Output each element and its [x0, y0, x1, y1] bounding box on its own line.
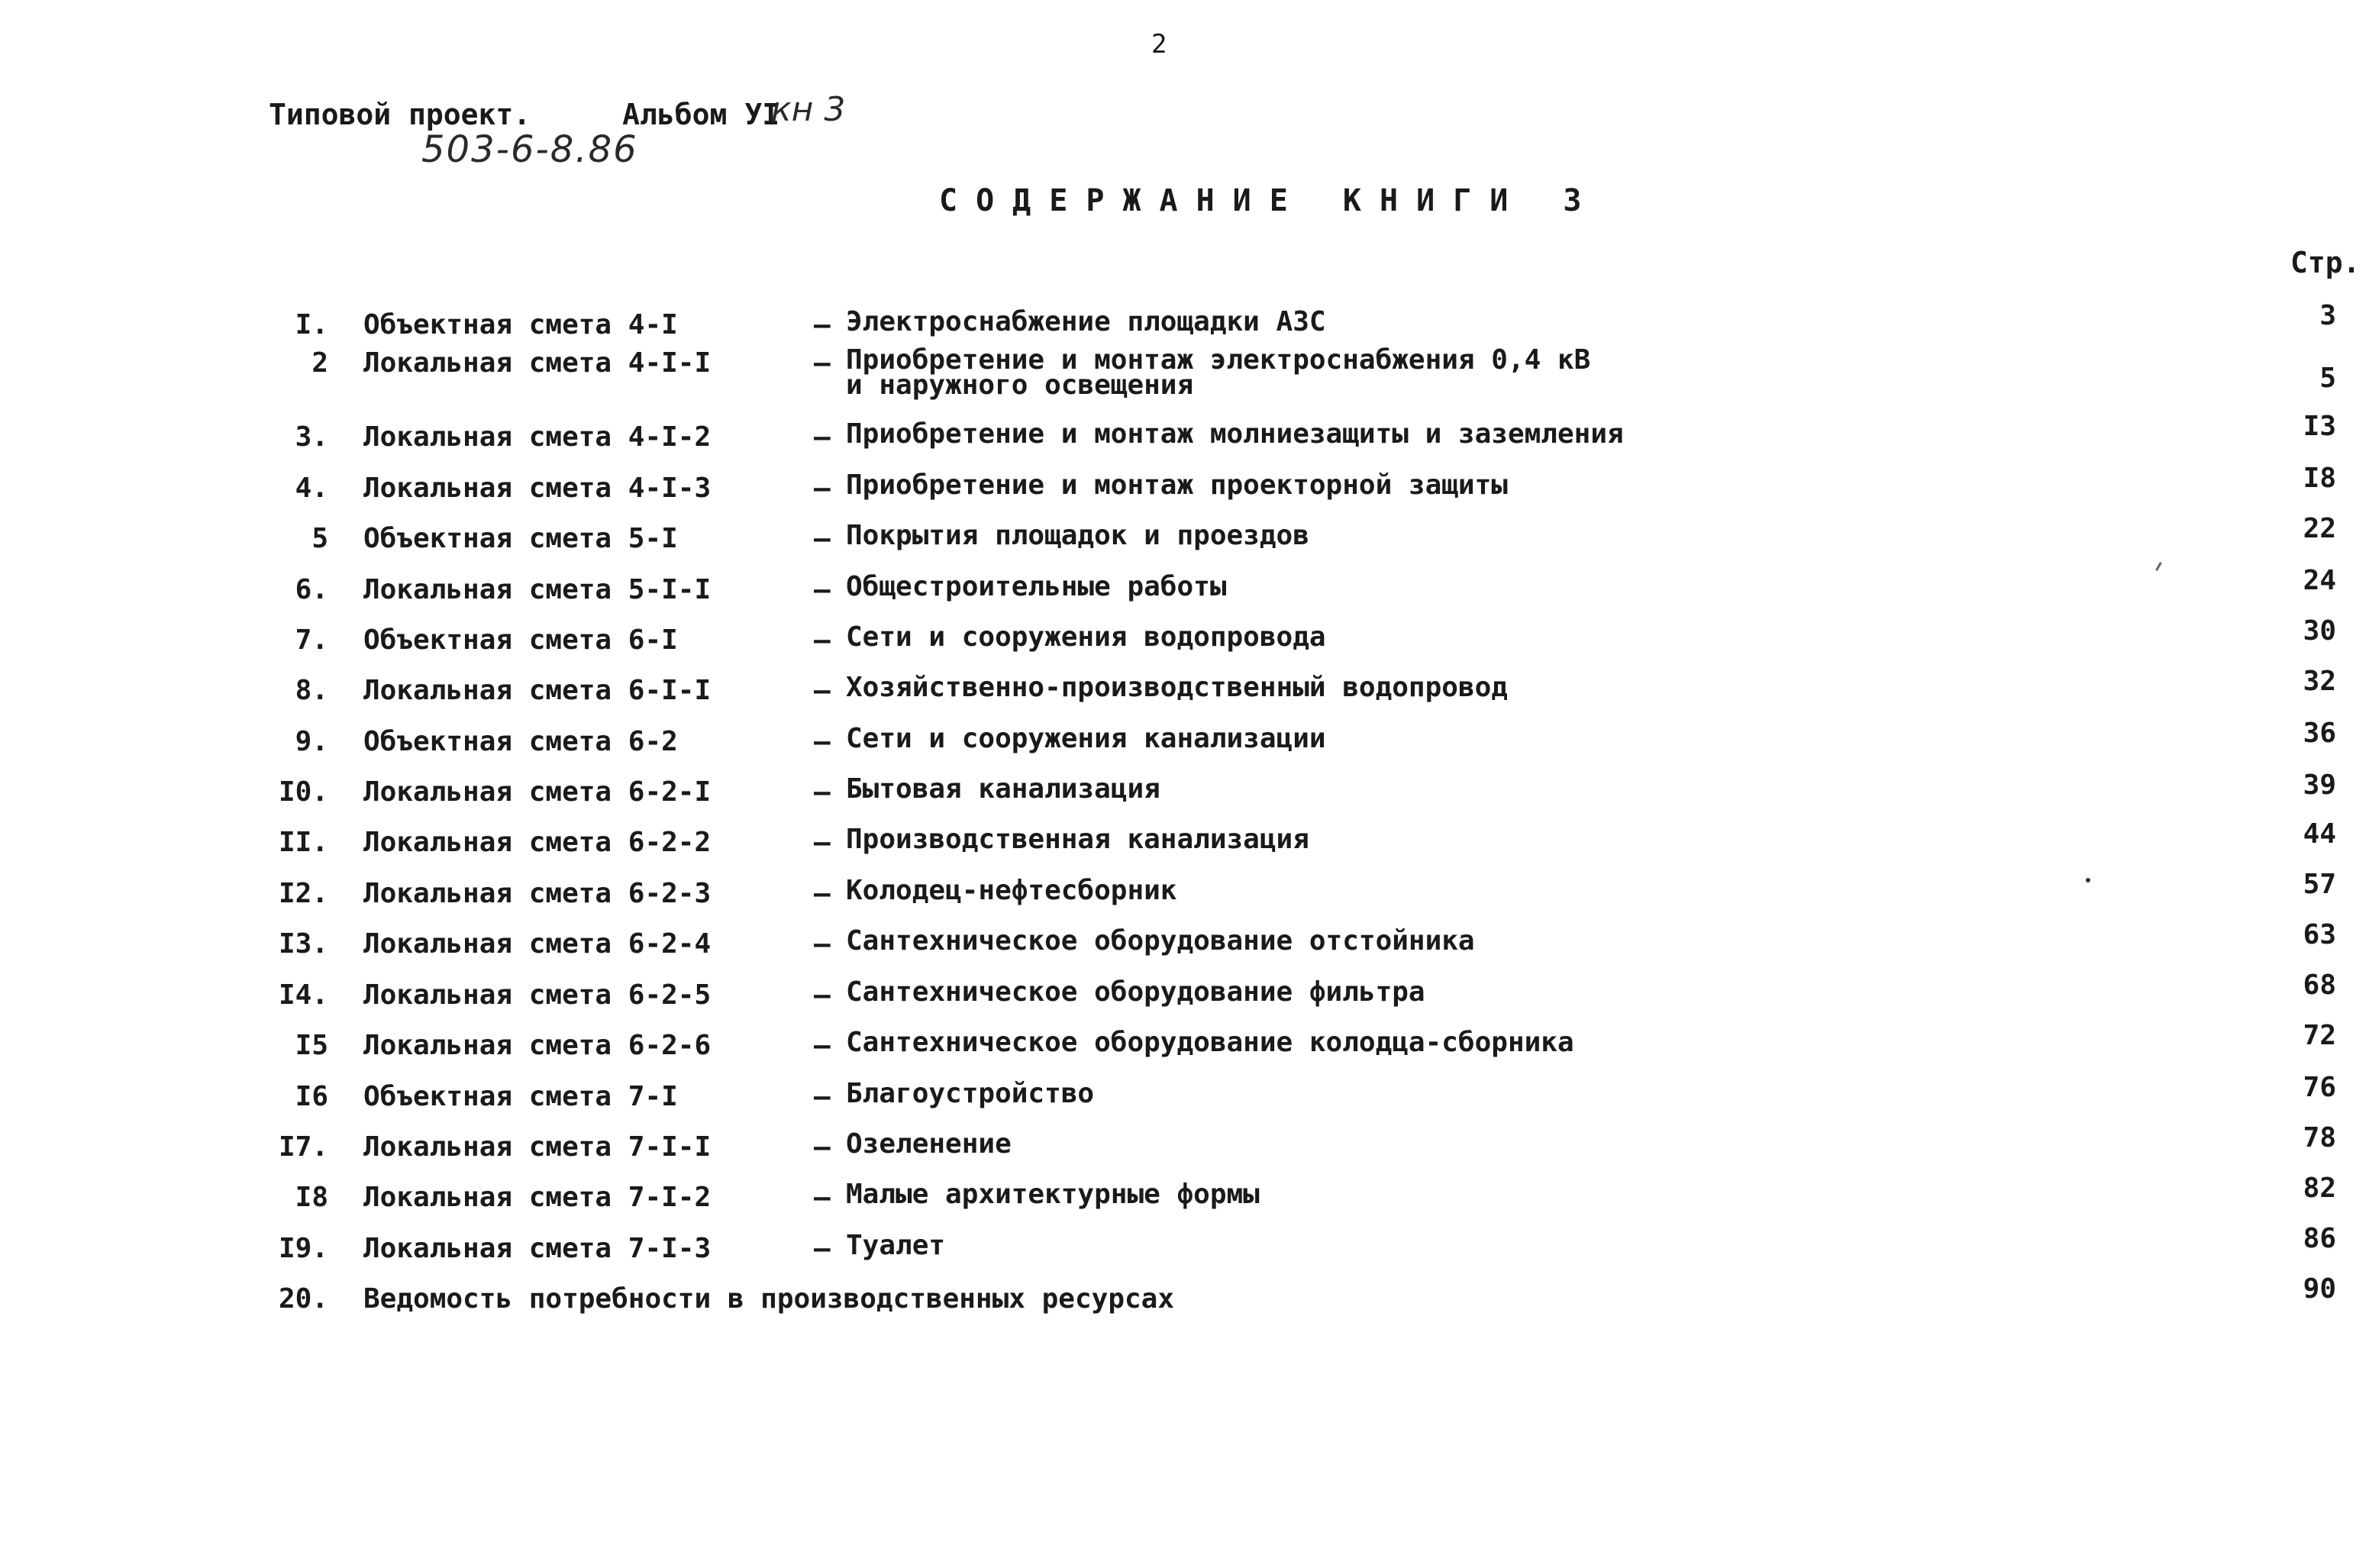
separator-dash: – [814, 309, 831, 340]
estimate-code: Локальная смета 6-2-6 [363, 1030, 712, 1061]
entry-title [846, 571, 1227, 602]
contents-title: СОДЕРЖАНИЕ КНИГИ 3 [939, 183, 1600, 218]
estimate-code: Локальная смета 6-2-3 [363, 878, 712, 909]
entry-title-line: Малые архитектурные формы [846, 1179, 1260, 1210]
entry-number: 4. [295, 473, 328, 504]
document-header [269, 98, 779, 131]
entry-title [846, 824, 1309, 855]
separator-dash: – [814, 473, 831, 504]
estimate-code: Локальная смета 6-2-I [363, 776, 712, 808]
entry-title-line: Сантехническое оборудование отстойника [846, 925, 1475, 957]
separator-dash: – [814, 1182, 831, 1213]
entry-page-number: 30 [2303, 615, 2336, 647]
entry-title [846, 875, 1177, 906]
estimate-code: Локальная смета 5-I-I [363, 574, 712, 605]
entry-number: I3. [278, 928, 328, 960]
entry-title [846, 723, 1326, 754]
entry-page-number: 72 [2303, 1020, 2336, 1051]
separator-dash: – [814, 827, 831, 858]
toc-entry [0, 621, 2369, 670]
entry-title [846, 773, 1160, 805]
scan-speck [2086, 878, 2090, 882]
toc-entry [0, 824, 2369, 873]
toc-entry [0, 672, 2369, 721]
toc-entry [0, 344, 2369, 401]
separator-dash: – [814, 675, 831, 706]
entry-number: I7. [278, 1131, 328, 1163]
entry-number: 7. [295, 624, 328, 656]
separator-dash: – [814, 347, 831, 379]
separator-dash: – [814, 1233, 831, 1264]
entry-number: 2 [311, 347, 328, 379]
toc-entry [0, 469, 2369, 518]
entry-number: 20. [278, 1283, 328, 1315]
separator-dash: – [814, 979, 831, 1011]
entry-title-line: Сети и сооружения канализации [846, 723, 1326, 754]
entry-title [846, 672, 1508, 703]
entry-number: 9. [295, 726, 328, 757]
estimate-code: Объектная смета 5-I [363, 523, 678, 554]
toc-entry [0, 925, 2369, 974]
entry-number: I2. [278, 878, 328, 909]
entry-page-number: 63 [2303, 919, 2336, 950]
entry-number: I6 [295, 1081, 328, 1112]
separator-dash: – [814, 421, 831, 453]
toc-entry [0, 1230, 2369, 1279]
entry-title [846, 306, 1326, 337]
estimate-code: Объектная смета 4-I [363, 309, 678, 340]
entry-title-line: Электроснабжение площадки АЗС [846, 306, 1326, 337]
entry-page-number: 39 [2303, 769, 2336, 801]
separator-dash: – [814, 776, 831, 808]
estimate-code: Объектная смета 7-I [363, 1081, 678, 1112]
separator-dash: – [814, 1081, 831, 1112]
entry-page-number: 78 [2303, 1122, 2336, 1153]
entry-page-number: 68 [2303, 970, 2336, 1001]
entry-title-line: Озеленение [846, 1128, 1012, 1160]
entry-number: I4. [278, 979, 328, 1011]
entry-page-number: 82 [2303, 1173, 2336, 1204]
separator-dash: – [814, 574, 831, 605]
project-label: Типовой проект. [269, 98, 531, 131]
entry-title [846, 1078, 1095, 1109]
estimate-code: Локальная смета 4-I-3 [363, 473, 712, 504]
entry-number: I0. [278, 776, 328, 808]
entry-number: I9. [278, 1233, 328, 1264]
estimate-code: Локальная смета 4-I-I [363, 347, 712, 379]
entry-title [846, 344, 1591, 401]
entry-title [846, 418, 1624, 450]
entry-page-number: 36 [2303, 718, 2336, 749]
entry-page-number: 5 [2319, 363, 2336, 394]
entry-title-line: Сантехническое оборудование колодца-сборника [846, 1027, 1574, 1058]
separator-dash: – [814, 726, 831, 757]
entry-page-number: 86 [2303, 1223, 2336, 1254]
page-number: 2 [1151, 29, 1167, 60]
toc-entry [0, 520, 2369, 569]
entry-title-line: и наружного освещения [846, 369, 1194, 401]
entry-page-number: 24 [2303, 565, 2336, 596]
toc-entry [0, 875, 2369, 924]
entry-number: I. [295, 309, 328, 340]
entry-title-line: Хозяйственно-производственный водопровод [846, 672, 1508, 703]
separator-dash: – [814, 624, 831, 656]
separator-dash: – [814, 523, 831, 554]
toc-entry [0, 1283, 2369, 1329]
estimate-code: Локальная смета 4-I-2 [363, 421, 712, 453]
entry-page-number: 32 [2303, 666, 2336, 697]
toc-entry [0, 1027, 2369, 1076]
entry-title-line: Производственная канализация [846, 824, 1309, 855]
estimate-code: Локальная смета 6-2-5 [363, 979, 712, 1011]
entry-title-line: Сантехническое оборудование фильтра [846, 976, 1425, 1008]
entry-title [846, 621, 1326, 653]
entry-page-number: 44 [2303, 818, 2336, 850]
entry-title [846, 1027, 1574, 1058]
entry-title-line: Туалет [846, 1230, 946, 1261]
entry-page-number: 3 [2319, 300, 2336, 331]
toc-entry [0, 418, 2369, 467]
entry-title [846, 469, 1508, 501]
entry-title [846, 1128, 1012, 1160]
entry-title-line: Приобретение и монтаж молниезащиты и заземления [846, 418, 1624, 450]
toc-entry [0, 773, 2369, 822]
toc-entry [0, 976, 2369, 1025]
entry-number: I8 [295, 1182, 328, 1213]
toc-entry [0, 1179, 2369, 1228]
album-label: Альбом УI [622, 98, 780, 131]
entry-number: I5 [295, 1030, 328, 1061]
toc-entry [0, 723, 2369, 772]
entry-page-number: 22 [2303, 513, 2336, 544]
estimate-code: Локальная смета 6-2-4 [363, 928, 712, 960]
entry-title-line: Приобретение и монтаж электроснабжения 0,4 кВ [846, 344, 1591, 376]
handwritten-book-number: кн 3 [771, 90, 846, 129]
separator-dash: – [814, 1131, 831, 1163]
estimate-code: Локальная смета 7-I-I [363, 1131, 712, 1163]
estimate-code: Объектная смета 6-I [363, 624, 678, 656]
entry-page-number: 90 [2303, 1273, 2336, 1305]
entry-page-number: 57 [2303, 869, 2336, 900]
entry-page-number: I3 [2303, 411, 2336, 442]
entry-title-line: Общестроительные работы [846, 571, 1227, 602]
entry-number: 3. [295, 421, 328, 453]
separator-dash: – [814, 1030, 831, 1061]
estimate-code: Объектная смета 6-2 [363, 726, 678, 757]
separator-dash: – [814, 928, 831, 960]
entry-page-number: 76 [2303, 1072, 2336, 1103]
estimate-code: Локальная смета 6-2-2 [363, 827, 712, 858]
handwritten-project-number: 503-6-8.86 [421, 128, 638, 171]
entry-number: II. [278, 827, 328, 858]
estimate-code: Локальная смета 7-I-3 [363, 1233, 712, 1264]
entry-page-number: I8 [2303, 463, 2336, 494]
entry-title-line: Приобретение и монтаж проекторной защиты [846, 469, 1508, 501]
estimate-code: Локальная смета 7-I-2 [363, 1182, 712, 1213]
entry-title [846, 1230, 946, 1261]
entry-title [846, 976, 1425, 1008]
entry-title-line: Бытовая канализация [846, 773, 1160, 805]
entry-title-line: Сети и сооружения водопровода [846, 621, 1326, 653]
entry-number: 8. [295, 675, 328, 706]
toc-entry [0, 571, 2369, 620]
entry-title [846, 520, 1309, 551]
separator-dash: – [814, 878, 831, 909]
entry-title [846, 925, 1475, 957]
entry-number: 5 [311, 523, 328, 554]
entry-title-line: Покрытия площадок и проездов [846, 520, 1309, 551]
entry-number: 6. [295, 574, 328, 605]
entry-title: Ведомость потребности в производственных ресурсах [363, 1283, 1175, 1315]
toc-entry [0, 1078, 2369, 1127]
page-column-label: Стр. [2290, 246, 2361, 279]
entry-title-line: Благоустройство [846, 1078, 1095, 1109]
estimate-code: Локальная смета 6-I-I [363, 675, 712, 706]
toc-entry [0, 1128, 2369, 1177]
entry-title [846, 1179, 1260, 1210]
entry-title-line: Колодец-нефтесборник [846, 875, 1177, 906]
